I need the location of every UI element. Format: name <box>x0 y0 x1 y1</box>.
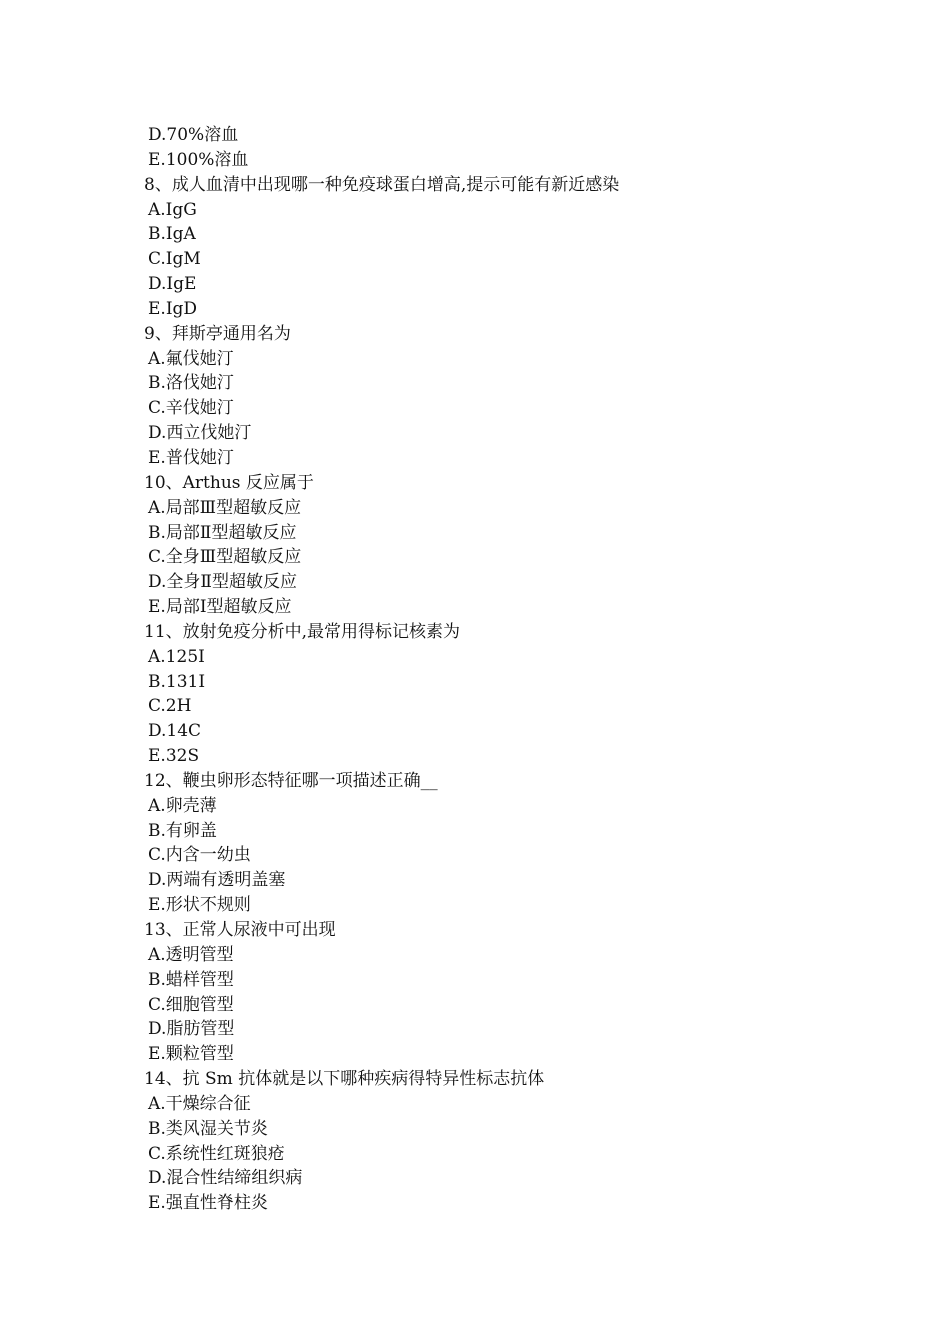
answer-option: E.32S <box>148 746 200 767</box>
answer-option: A.氟伐她汀 <box>148 348 234 369</box>
answer-option: C.2H <box>148 696 192 717</box>
question-text: 11、放射免疫分析中,最常用得标记核素为 <box>144 621 461 642</box>
answer-option: D.西立伐她汀 <box>148 423 252 444</box>
answer-option: B.局部Ⅱ型超敏反应 <box>148 522 297 543</box>
answer-option: A.干燥综合征 <box>148 1093 251 1114</box>
answer-option: B.131I <box>148 671 206 692</box>
answer-option: D.两端有透明盖塞 <box>148 870 286 891</box>
answer-option: B.IgA <box>148 224 196 245</box>
question-text: 8、成人血清中出现哪一种免疫球蛋白增高,提示可能有新近感染 <box>144 174 620 195</box>
answer-option: D.70%溶血 <box>148 125 239 145</box>
answer-option: E.IgD <box>148 298 198 319</box>
answer-option: A.局部Ⅲ型超敏反应 <box>148 497 302 518</box>
question-text: 12、鞭虫卵形态特征哪一项描述正确__ <box>144 770 438 791</box>
answer-option: C.IgM <box>148 249 201 270</box>
answer-option: D.14C <box>148 721 202 742</box>
question-text: 9、拜斯亭通用名为 <box>144 323 291 344</box>
answer-option: C.全身Ⅲ型超敏反应 <box>148 547 302 568</box>
answer-option: E.颗粒管型 <box>148 1044 234 1065</box>
answer-option: A.IgG <box>148 199 197 220</box>
question-text: 10、Arthus 反应属于 <box>144 472 314 493</box>
answer-option: D.IgE <box>148 274 197 295</box>
question-text: 13、正常人尿液中可出现 <box>144 920 336 940</box>
answer-option: E.普伐她汀 <box>148 447 234 468</box>
question-text: 14、抗 Sm 抗体就是以下哪种疾病得特异性标志抗体 <box>144 1069 545 1090</box>
answer-option: C.内含一幼虫 <box>148 845 251 866</box>
answer-option: B.蜡样管型 <box>148 969 234 990</box>
answer-option: B.洛伐她汀 <box>148 373 234 394</box>
answer-option: B.有卵盖 <box>148 820 217 841</box>
answer-option: A.透明管型 <box>148 944 234 965</box>
answer-option: E.局部Ⅰ型超敏反应 <box>148 597 292 618</box>
answer-option: E.强直性脊柱炎 <box>148 1193 268 1214</box>
answer-option: A.卵壳薄 <box>148 795 217 816</box>
answer-option: A.125I <box>148 646 205 667</box>
answer-option: C.细胞管型 <box>148 994 234 1015</box>
answer-option: C.系统性红斑狼疮 <box>148 1143 285 1164</box>
answer-option: D.脂肪管型 <box>148 1019 235 1040</box>
question-list <box>144 123 864 1216</box>
answer-option: D.混合性结缔组织病 <box>148 1168 303 1189</box>
answer-option: C.辛伐她汀 <box>148 398 234 419</box>
answer-option: E.形状不规则 <box>148 895 251 916</box>
answer-option: D.全身Ⅱ型超敏反应 <box>148 572 297 593</box>
answer-option: E.100%溶血 <box>148 149 249 170</box>
answer-option: B.类风湿关节炎 <box>148 1118 268 1139</box>
